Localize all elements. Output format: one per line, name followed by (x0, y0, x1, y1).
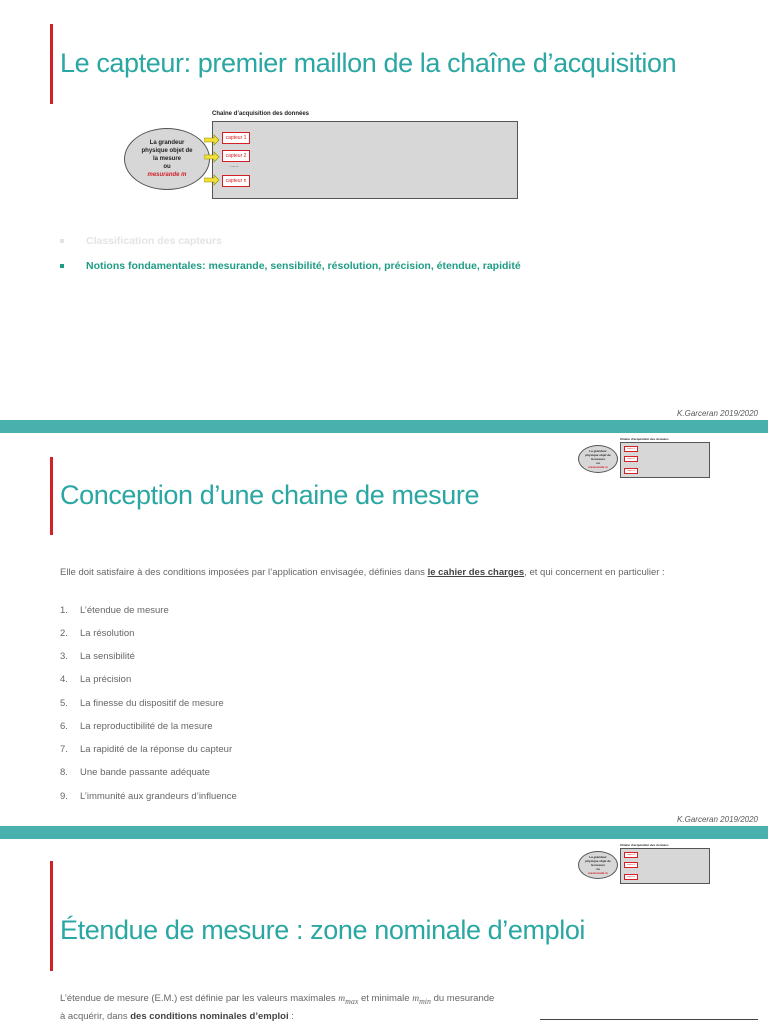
list-text: La précision (80, 674, 132, 685)
acquisition-chain-box (212, 121, 518, 199)
list-number: 3. (60, 651, 68, 662)
mini-ellipse-line: ou (596, 461, 600, 465)
title-accent-bar (50, 457, 53, 535)
list-text: La résolution (80, 628, 135, 639)
list-item (60, 698, 224, 709)
bullet-square-icon (60, 264, 64, 268)
ellipse-line: la mesure (152, 156, 182, 162)
list-text: La rapidité de la réponse du capteur (80, 744, 233, 755)
mini-ellipse (578, 851, 618, 879)
bullet-item (60, 260, 521, 272)
mini-sensor-box: capteur n (624, 468, 638, 474)
sensor-box-1: capteur 1 (222, 132, 250, 144)
arrow-icon (204, 135, 219, 145)
list-item (60, 767, 210, 778)
mini-diagram-caption: Chaîne d’acquisition des données (620, 843, 669, 847)
etendue-text: : (288, 1010, 294, 1022)
sensor-ellipsis: ...... (230, 163, 239, 169)
list-text: La sensibilité (80, 651, 135, 662)
diagram-caption: Chaîne d’acquisition des données (212, 111, 310, 117)
ellipse-line: physique objet de (141, 148, 193, 154)
list-text: Une bande passante adéquate (80, 767, 210, 778)
sensor-box-n: capteur n (222, 175, 250, 187)
ellipse-line: La grandeur (149, 140, 185, 146)
m-min-subscript: min (419, 996, 431, 1006)
mini-sensor-box: capteur 2 (624, 862, 638, 868)
etendue-text: du mesurande à acquérir, dans (60, 993, 495, 1022)
list-text: La finesse du dispositif de mesure (80, 698, 224, 709)
list-number: 1. (60, 605, 68, 616)
mini-ellipse-line: La grandeur (589, 855, 607, 859)
mini-sensor-box: capteur n (624, 874, 638, 880)
m-max-symbol: m (338, 994, 346, 1004)
list-text: L’étendue de mesure (80, 605, 169, 616)
mini-ellipse-mesurande: mesurande m (588, 871, 608, 875)
conditions-nominales: des conditions nominales d’emploi (130, 1010, 289, 1022)
title-accent-bar (50, 24, 53, 104)
slide-title: Conception d’une chaine de mesure (60, 480, 480, 510)
list-item (60, 674, 131, 685)
list-item (60, 791, 237, 802)
mini-ellipse-line: physique objet de (585, 859, 611, 863)
sensor-box-2: capteur 2 (222, 150, 250, 162)
arrow-icon-group (204, 134, 222, 186)
mini-diagram-caption: Chaîne d’acquisition des données (620, 437, 669, 441)
slide-title: Le capteur: premier maillon de la chaîne d’acquisition (60, 48, 677, 78)
mini-sensor-box: capteur 1 (624, 446, 638, 452)
list-text: La reproductibilité de la mesure (80, 721, 213, 732)
list-item (60, 651, 135, 662)
bullet-square-icon (60, 239, 64, 243)
list-item (60, 744, 232, 755)
m-min-symbol: m (412, 994, 420, 1004)
m-max-subscript: max (345, 996, 359, 1006)
mini-ellipse-line: ou (596, 867, 600, 871)
ellipse-mesurande: mesurande m (147, 172, 187, 178)
list-number: 6. (60, 721, 68, 732)
intro-text: , et qui concernent en particulier : (524, 567, 665, 578)
arrow-icon (204, 175, 219, 185)
list-number: 5. (60, 698, 68, 709)
arrow-icon (204, 152, 219, 162)
slide-2 (0, 433, 768, 826)
title-accent-bar (50, 861, 53, 971)
mini-ellipse (578, 445, 618, 473)
intro-paragraph (60, 567, 700, 579)
slide-separator (0, 826, 768, 839)
slide-3 (0, 839, 768, 1024)
list-number: 4. (60, 674, 68, 685)
mini-ellipse-mesurande: mesurande m (588, 465, 608, 469)
list-number: 8. (60, 767, 68, 778)
graph-axis-line (540, 1019, 758, 1020)
cahier-des-charges-link: le cahier des charges (427, 567, 525, 578)
bullet-text: Classification des capteurs (86, 235, 222, 247)
bullet-item (60, 235, 222, 247)
list-number: 9. (60, 791, 68, 802)
etendue-text: L’étendue de mesure (E.M.) est définie par les valeurs maximales (60, 993, 339, 1004)
list-text: L’immunité aux grandeurs d’influence (80, 791, 237, 802)
slide-1 (0, 0, 768, 420)
list-number: 2. (60, 628, 68, 639)
slide-footer: K.Garceran 2019/2020 (677, 409, 758, 418)
mini-sensor-box: capteur 1 (624, 852, 638, 858)
slide-separator (0, 420, 768, 433)
list-item (60, 721, 213, 732)
bullet-text: Notions fondamentales: mesurande, sensibilité, résolution, précision, étendue, rapidité (86, 260, 521, 272)
mesurande-ellipse (124, 128, 210, 190)
list-number: 7. (60, 744, 68, 755)
etendue-text: et minimale (358, 993, 413, 1004)
mini-sensor-box: capteur 2 (624, 456, 638, 462)
ellipse-line: ou (163, 164, 171, 170)
mini-ellipse-line: la mesure (590, 457, 605, 461)
mini-ellipse-line: La grandeur (589, 449, 607, 453)
intro-text: Elle doit satisfaire à des conditions imposées par l’application envisagée, définies dans (60, 567, 428, 578)
list-item (60, 628, 134, 639)
mini-ellipse-line: physique objet de (585, 453, 611, 457)
mini-ellipse-line: la mesure (590, 863, 605, 867)
list-item (60, 605, 169, 616)
etendue-paragraph (60, 991, 500, 1024)
slide-footer: K.Garceran 2019/2020 (677, 815, 758, 824)
slide-title: Étendue de mesure : zone nominale d’emploi (60, 915, 586, 945)
